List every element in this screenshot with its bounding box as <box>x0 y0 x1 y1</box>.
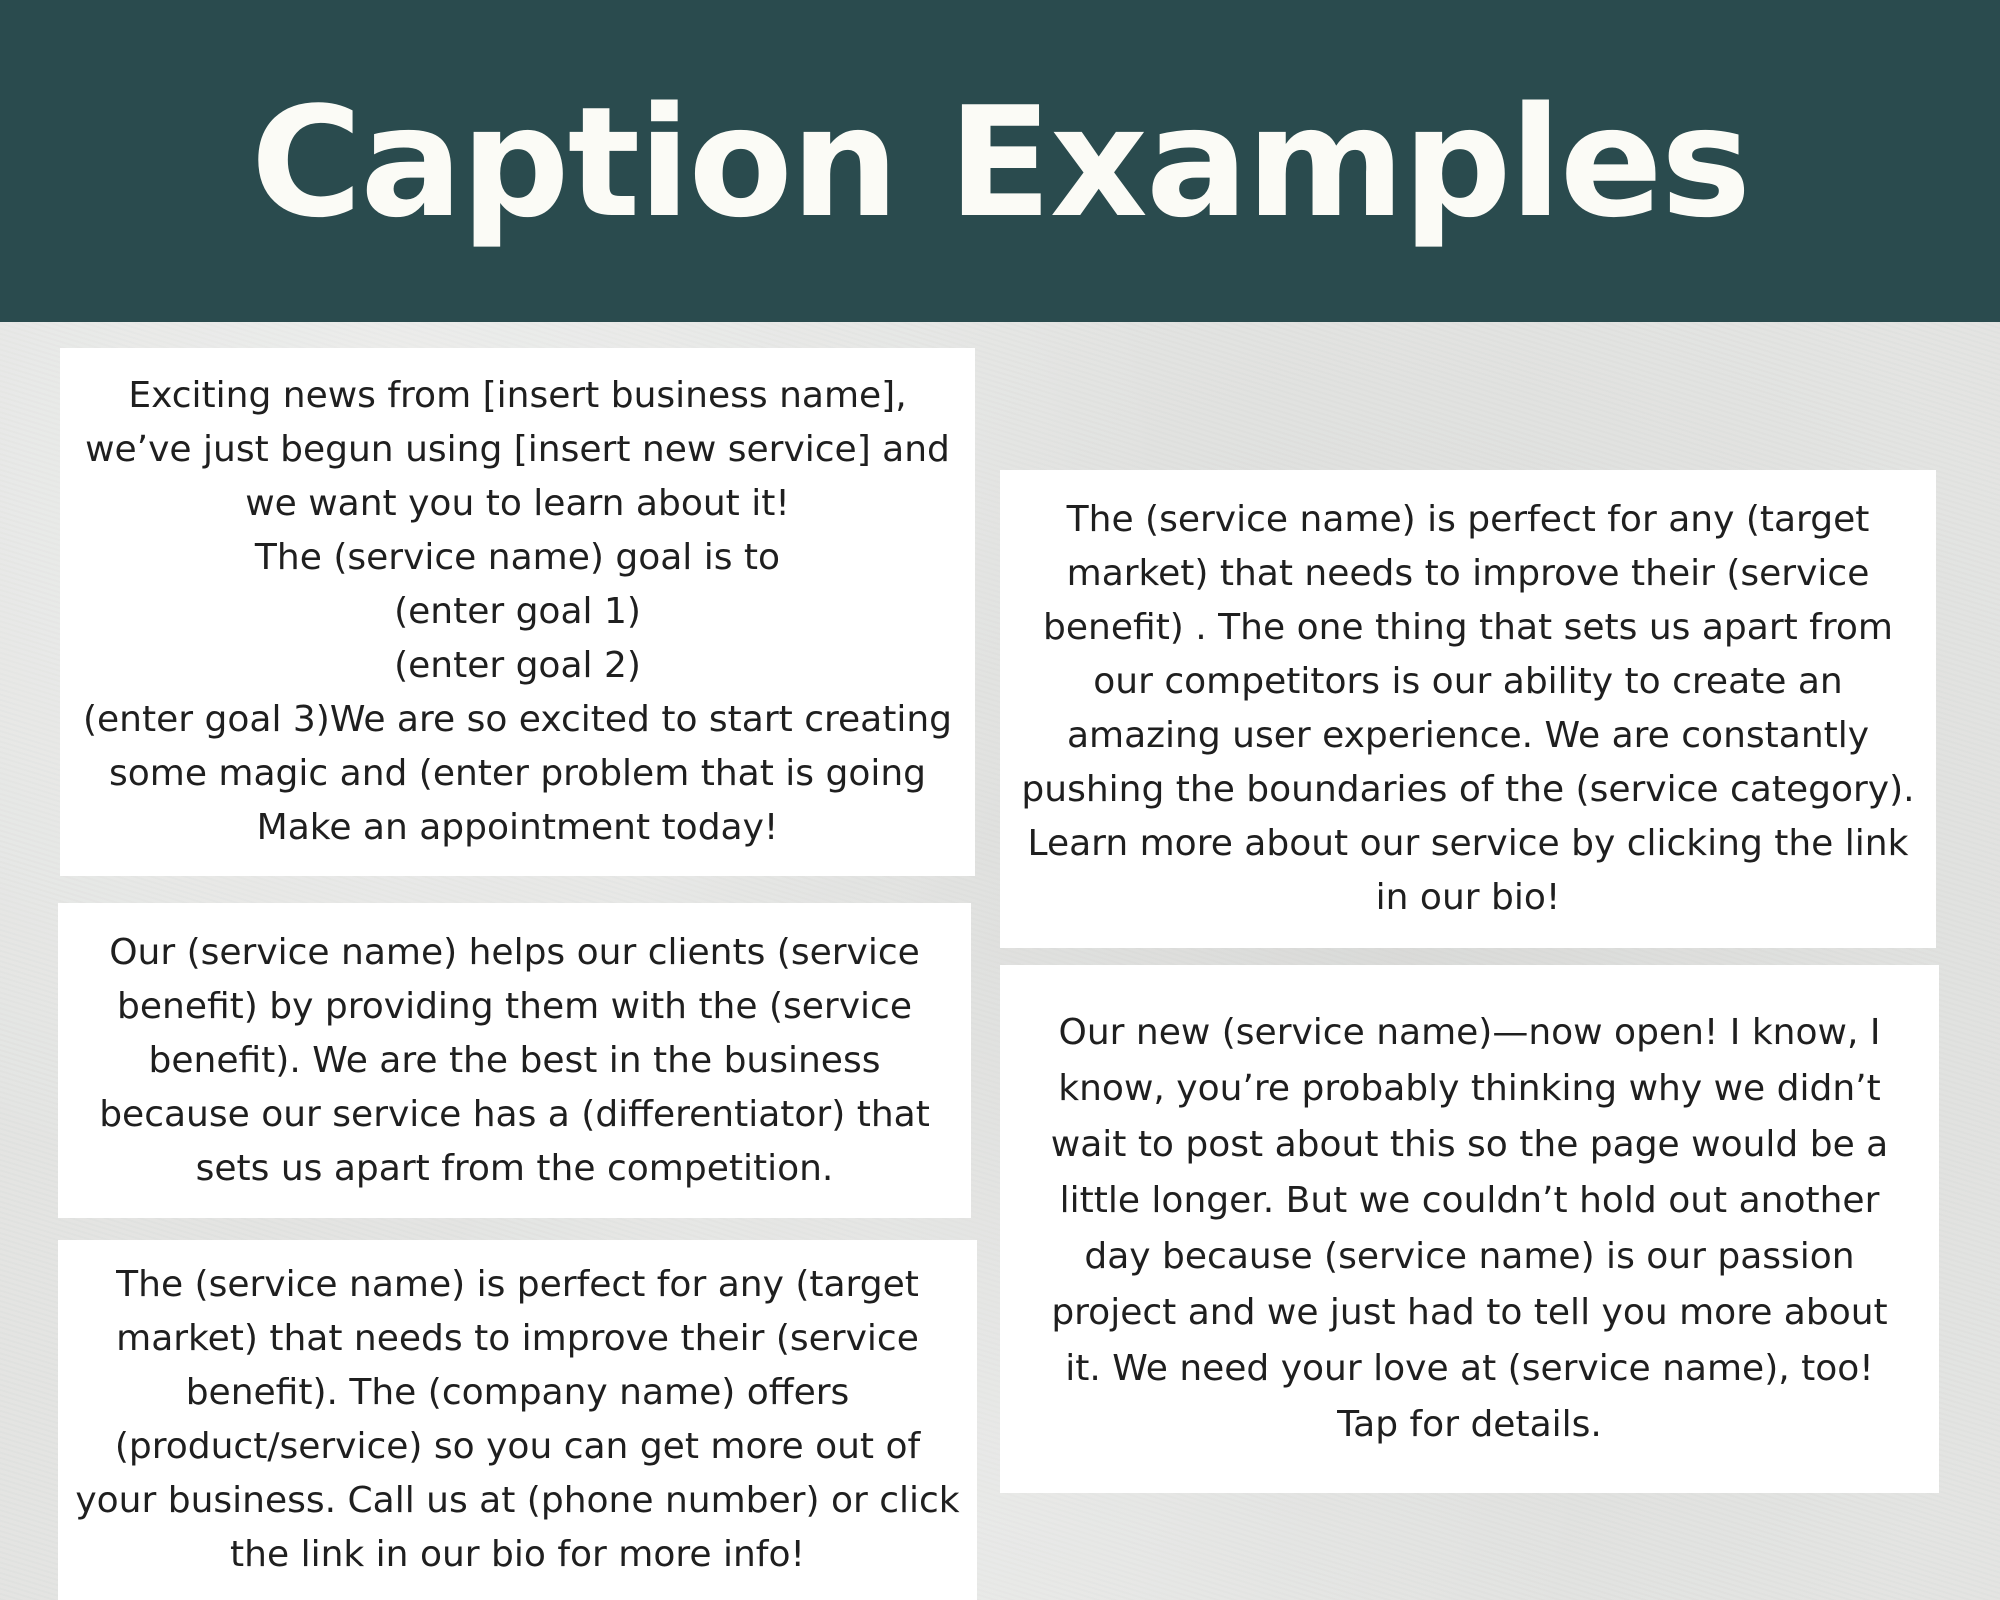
caption-card <box>1000 965 1939 1493</box>
caption-card <box>1000 470 1936 948</box>
header-banner <box>0 0 2000 322</box>
caption-text: Our new (service name)—now open! I know, I know, you’re probably thinking why we didn’t wait to post about this so the page would be a little longer. But we couldn’t hold out another day because (service name) is our passion project and we just had to tell you more about it. We need your love at (service name), too! Tap for details. <box>1050 1012 1889 1445</box>
caption-text: Exciting news from [insert business name], we’ve just begun using [insert new service] and we want you to learn about it! The (service name) goal is to (enter goal 1) (enter goal 2) (enter goal 3)We are so excited to start creating some magic and (enter problem that is going Make an appointment today! <box>82 375 953 848</box>
caption-card <box>58 1240 977 1600</box>
caption-text: Our (service name) helps our clients (service benefit) by providing them with the (service benefit). We are the best in the business because our service has a (differentiator) that sets us apart from the competition. <box>99 931 930 1189</box>
caption-card <box>60 348 975 876</box>
caption-card <box>58 903 971 1218</box>
caption-text: The (service name) is perfect for any (target market) that needs to improve their (service benefit) . The one thing that sets us apart from our competitors is our ability to create an amazing user experience. We are constantly pushing the boundaries of the (service category). Learn more about our service by clicking the link in our bio! <box>1021 499 1915 918</box>
page-title: Caption Examples <box>250 74 1750 251</box>
caption-text: The (service name) is perfect for any (target market) that needs to improve their (service benefit). The (company name) offers (product/service) so you can get more out of your business. Call us at (phone number) or click the link in our bio for more info! <box>75 1264 960 1575</box>
